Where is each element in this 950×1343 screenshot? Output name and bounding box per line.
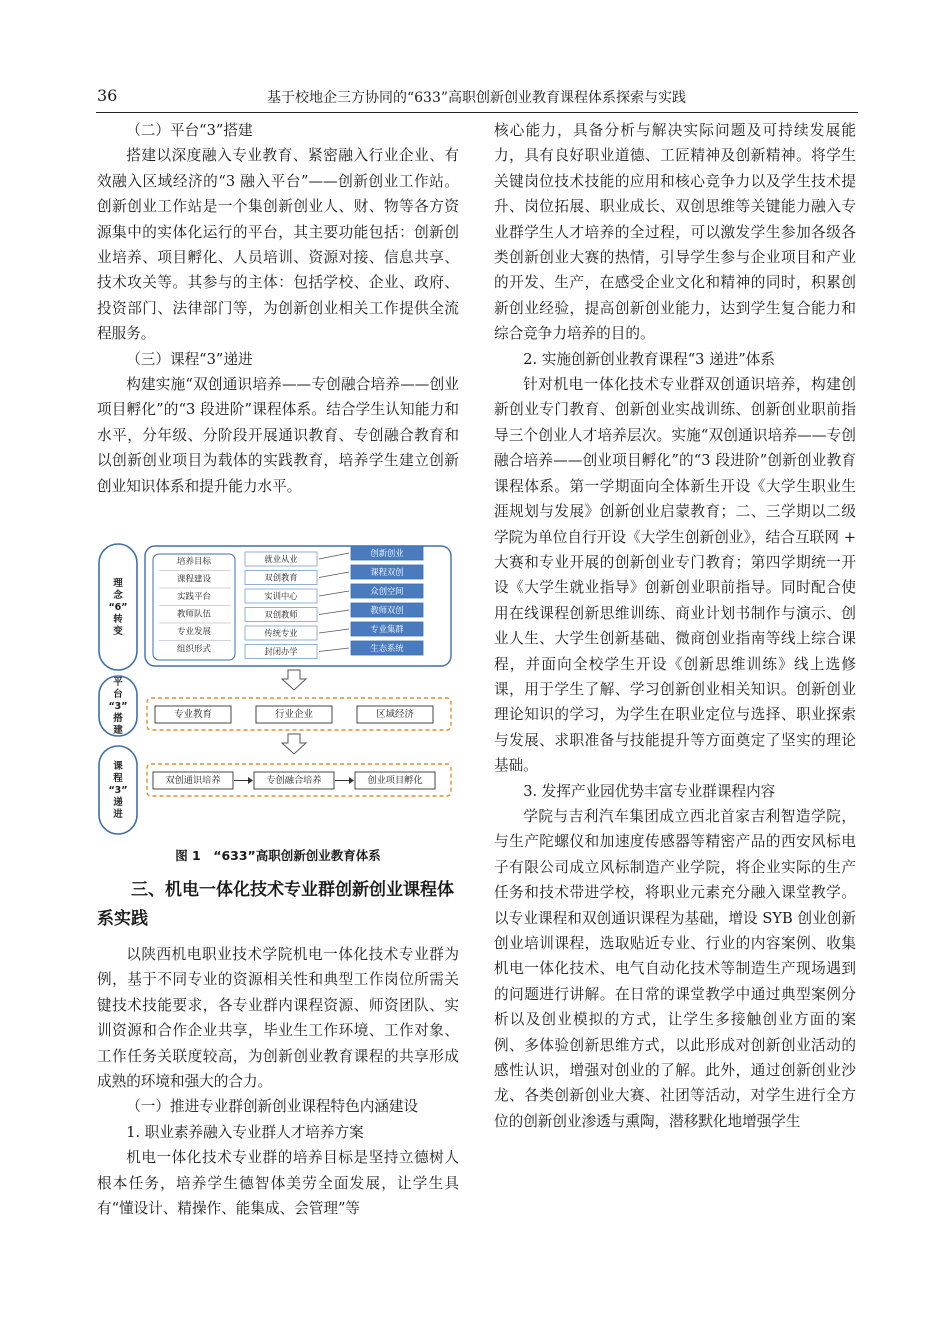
paragraph: 机电一体化技术专业群的培养目标是坚持立德树人根本任务，培养学生德智体美劳全面发展，让学生具有“懂设计、精操作、能集成、会管理”等 (97, 1149, 459, 1218)
stage-label: 课程“3”递进 (108, 761, 128, 820)
subheading: （一）推进专业群创新创业课程特色内涵建设 (126, 1098, 419, 1116)
change-arrow (319, 629, 349, 633)
subheading: （三）课程“3”递进 (126, 350, 253, 368)
page-number: 36 (97, 86, 118, 105)
change-arrow (319, 553, 349, 559)
new-item: 众创空间 (370, 586, 404, 596)
old-item: 封闭办学 (264, 646, 298, 657)
stage-label: 理念“6”转变 (108, 578, 128, 637)
left-column-bottom (97, 864, 459, 1221)
subheading: 2. 实施创新创业教育课程“3 递进”体系 (523, 350, 775, 368)
platform-item: 行业企业 (274, 709, 314, 720)
change-arrow (319, 591, 349, 596)
header-rule (96, 112, 858, 113)
new-item: 创新创业 (370, 548, 404, 558)
concept-item: 培养目标 (176, 557, 212, 567)
old-item: 双创教师 (264, 609, 298, 620)
course-arrow-head (248, 777, 253, 784)
subheading: （二）平台“3”搭建 (126, 122, 253, 139)
paragraph: 搭建以深度融入专业教育、紧密融入行业企业、有效融入区域经济的“3 融入平台”——创新创业工作站。创新创业工作站是一个集创新创业人、财、物等各方资源集中的实体化运行的平台，其主要功能包括：创新创业培养、项目孵化、人员培训、资源对接、信息共享、技术攻关等。其参与的主体：包括学校、企业、政府、投资部门、法律部门等，为创新创业相关工作提供全流程服务。 (97, 147, 459, 343)
diagram-svg (97, 540, 459, 840)
concept-item: 教师队伍 (176, 609, 212, 620)
figure-633-system (97, 540, 459, 840)
paragraph: 学院与吉利汽车集团成立西北首家吉利智造学院，与生产陀螺仪和加速度传感器等精密产品的西安风标电子有限公司成立风标制造产业学院，将企业实际的生产任务和技术带进学校，将职业元素充分融入课堂教学。以专业课程和双创通识课程为基础，增设 SYB 创业创新创业培训课程，选取贴近专业、行业的内容案例、收集机电一体化技术、电气自动化技术等制造生产现场遇到的问题进行讲解。在日常的课堂教学中通过典型案例分析以及创业模拟的方式，让学生多接触创业方面的案例、多体验创新思维方式，以此形成对创新创业活动的感性认识，增强对创业的了解。此外，通过创新创业沙龙、各类创新创业大赛、社团等活动，对学生进行全方位的创新创业渗透与熏陶，潜移默化地增强学生 (494, 807, 856, 1130)
section-heading: 三、机电一体化技术专业群创新创业课程体系实践 (97, 880, 454, 929)
old-item: 双创教育 (264, 572, 298, 583)
concept-item: 组织形式 (176, 644, 212, 655)
concept-item: 课程建设 (176, 574, 212, 585)
course-arrow-head (349, 777, 354, 784)
running-header (97, 86, 856, 114)
subheading: 1. 职业素养融入专业群人才培养方案 (126, 1123, 364, 1141)
old-item: 就业从业 (264, 554, 298, 564)
left-column-top (97, 118, 459, 499)
old-item: 传统专业 (264, 628, 298, 638)
platform-item: 专业教育 (173, 709, 213, 720)
new-item: 教师双创 (370, 605, 404, 615)
new-item: 专业集群 (370, 624, 404, 634)
change-arrow (319, 610, 349, 615)
new-item: 课程双创 (370, 567, 404, 577)
change-arrow (319, 648, 349, 652)
paragraph: 构建实施“双创通识培养——专创融合培养——创业项目孵化”的“3 段进阶”课程体系。结合学生认知能力和水平，分年级、分阶段开展通识教育、专创融合教育和以创新创业项目为载体的实践教育，培养学生建立创新创业知识体系和提升能力水平。 (97, 376, 459, 495)
course-item: 双创通识培养 (165, 775, 221, 786)
paragraph: 核心能力，具备分析与解决实际问题及可持续发展能力，具有良好职业道德、工匠精神及创新精神。将学生关键岗位技术技能的应用和核心竞争力以及学生技术提升、岗位拓展、职业成长、双创思维等关键能力融入专业群学生人才培养的全过程，可以激发学生参加各级各类创新创业大赛的热情，引导学生参与企业项目和产业的开发、生产，在感受企业文化和精神的同时，积累创新创业经验，提高创新创业能力，达到学生复合能力和综合竞争力培养的目的。 (494, 122, 856, 343)
subheading: 3. 发挥产业园优势丰富专业群课程内容 (523, 782, 776, 800)
course-item: 创业项目孵化 (367, 775, 423, 786)
course-item: 专创融合培养 (266, 775, 322, 786)
down-arrow-2 (282, 734, 306, 754)
concept-item: 实践平台 (176, 592, 212, 602)
concept-item: 专业发展 (176, 627, 212, 637)
right-column (494, 118, 856, 1134)
down-arrow-1 (282, 670, 306, 690)
platform-item: 区域经济 (375, 709, 415, 720)
paragraph: 针对机电一体化技术专业群双创通识培养，构建创新创业专门教育、创新创业实战训练、创新创业职前指导三个创业人才培养层次。实施“双创通识培养——专创融合培养——创业项目孵化”的“3 段进阶”创新创业教育课程体系。第一学期面向全体新生开设《大学生职业生涯规划与发展》创新创业启蒙教育；二、三学期以二级学院为单位自行开设《大学生创新创业》，结合互联网 + 大赛和专业开展的创新创业专门教育；第四学期统一开设《大学生就业指导》创新创业职前指导。同时配合使用在线课程创新思维训练、商业计划书制作与演示、创业人生、大学生创新基础、微商创业指南等线上综合课程，并面向全校学生开设《创新思维训练》线上选修课，用于学生了解、学习创新创业相关知识。创新创业理论知识的学习，为学生在职业定位与选择、职业探索与发展、求职准备与技能提升等方面奠定了坚实的理论基础。 (494, 376, 856, 775)
stage-label: 平台“3”搭建 (108, 677, 128, 736)
running-title: 基于校地企三方协同的“633”高职创新创业教育课程体系探索与实践 (266, 90, 687, 106)
old-item: 实训中心 (264, 591, 298, 601)
paragraph: 以陕西机电职业技术学院机电一体化技术专业群为例，基于不同专业的资源相关性和典型工作岗位所需关键技术技能要求，各专业群内课程资源、师资团队、实训资源和合作企业共享，毕业生工作环境、工作对象、工作任务关联度较高，为创新创业教育课程的共享形成成熟的环境和强大的合力。 (97, 946, 459, 1091)
figure-caption: 图 1 “633”高职创新创业教育体系 (175, 848, 381, 863)
new-item: 生态系统 (370, 643, 404, 653)
change-arrow (319, 572, 349, 578)
